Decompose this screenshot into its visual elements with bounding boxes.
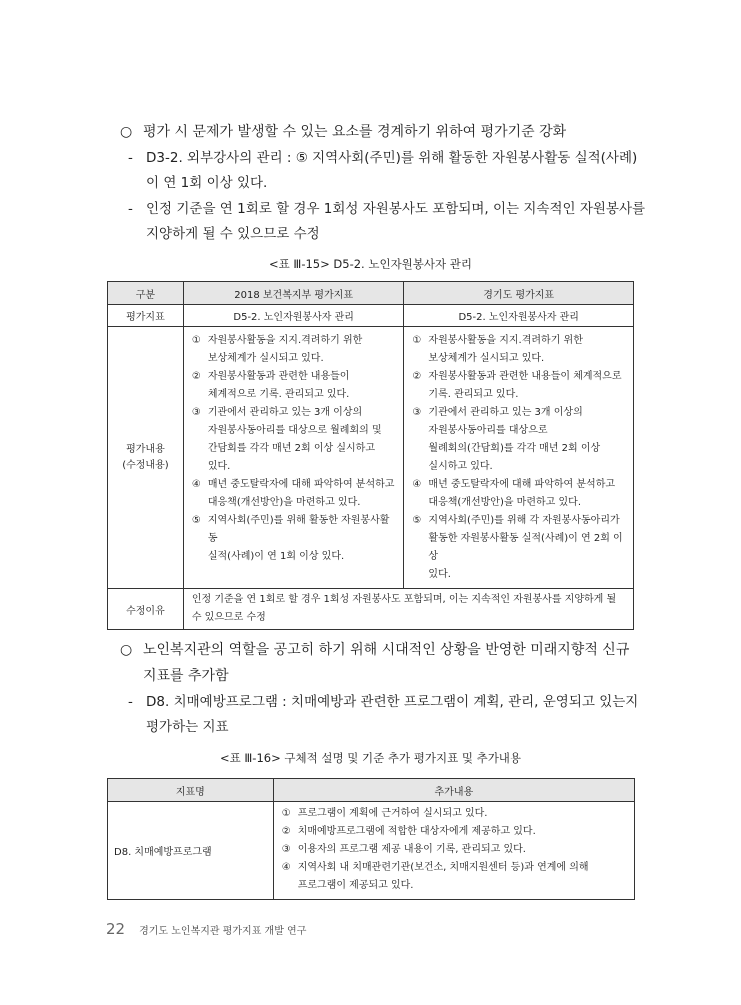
reason-line: 수 있으므로 수정 [191, 612, 266, 623]
item-line: 매년 중도탈락자에 대해 파악하여 분석하고 [207, 479, 395, 490]
item-number: ④ [281, 862, 291, 873]
indicator-cell: D5-2. 노인자원봉사자 관리 [183, 305, 404, 327]
dash-text-line: 이 연 1회 이상 있다. [146, 175, 268, 191]
list-item [412, 368, 627, 404]
item-number: ⑤ [191, 515, 201, 526]
page-footer [106, 920, 306, 938]
item-line: 보상체계가 실시되고 있다. [428, 353, 545, 364]
dash-text-line: 지양하게 될 수 있으므로 수정 [146, 226, 320, 242]
indicator-name-cell: D8. 치매예방프로그램 [108, 802, 274, 900]
item-line: 지역사회 내 치매관련기관(보건소, 치매지원센터 등)과 연계에 의해 [297, 862, 589, 873]
reason-line: 인정 기준을 연 1회로 할 경우 1회성 자원봉사도 포함되며, 이는 지속적인 자원봉사를 지양하게 될 [191, 594, 617, 605]
item-number: ④ [191, 479, 201, 490]
row-label: 수정이유 [108, 589, 184, 630]
added-indicator-table [107, 778, 635, 900]
list-item [192, 368, 398, 404]
row-label [108, 327, 184, 589]
dash-text-line: 인정 기준을 연 1회로 할 경우 1회성 자원봉사도 포함되며, 이는 지속적인 자원봉사를 [146, 201, 646, 217]
added-content-list [273, 802, 634, 900]
row-label-line: (수정내용) [122, 459, 169, 471]
bullet-marker: ○ [120, 642, 133, 658]
item-number: ① [412, 335, 422, 346]
item-line: 자원봉사동아리를 대상으로 [428, 425, 548, 436]
page-number: 22 [106, 920, 126, 938]
list-item [192, 476, 398, 512]
reason-cell [183, 589, 633, 630]
item-line: 자원봉사활동을 지지.격려하기 위한 [428, 335, 583, 346]
bullet-text: 평가 시 문제가 발생할 수 있는 요소를 경계하기 위하여 평가기준 강화 [143, 124, 567, 140]
dash-text-line: D8. 치매예방프로그램 : 치매예방과 관련한 프로그램이 계획, 관리, 운영되고 있는지 [146, 694, 639, 710]
dash-marker: - [128, 150, 133, 166]
item-line: 프로그램이 계획에 근거하여 실시되고 있다. [297, 808, 488, 819]
item-number: ② [191, 371, 201, 382]
item-line: 기록. 관리되고 있다. [428, 389, 519, 400]
item-line: 기관에서 관리하고 있는 3개 이상의 [428, 407, 583, 418]
criteria-list-2018 [183, 327, 404, 589]
list-item [412, 512, 627, 584]
item-line: 자원봉사동아리를 대상으로 월례회의 및 [207, 425, 382, 436]
dash-marker: - [128, 201, 133, 217]
bullet-text-line: 노인복지관의 역할을 공고히 하기 위해 시대적인 상황을 반영한 미래지향적 신규 [143, 642, 630, 658]
list-item [282, 841, 628, 859]
item-number: ④ [412, 479, 422, 490]
row-label: 평가지표 [108, 305, 184, 327]
item-number: ③ [191, 407, 201, 418]
item-line: 이용자의 프로그램 제공 내용이 기록, 관리되고 있다. [297, 844, 526, 855]
item-line: 지역사회(주민)를 위해 활동한 자원봉사활동 [207, 515, 390, 544]
list-item [412, 332, 627, 368]
list-item [412, 404, 627, 476]
item-number: ③ [412, 407, 422, 418]
item-line: 프로그램이 제공되고 있다. [297, 880, 414, 891]
item-number: ② [412, 371, 422, 382]
item-line: 월례회의(간담회)를 각각 매년 2회 이상 [428, 443, 601, 454]
item-line: 치매예방프로그램에 적합한 대상자에게 제공하고 있다. [297, 826, 536, 837]
item-line: 체계적으로 기록. 관리되고 있다. [207, 389, 350, 400]
item-line: 지역사회(주민)를 위해 각 자원봉사동아리가 [428, 515, 620, 526]
dash-text-line: 평가하는 지표 [146, 719, 229, 735]
list-item [282, 805, 628, 823]
list-item [192, 512, 398, 566]
item-line: 간담회를 각각 매년 2회 이상 실시하고 [207, 443, 375, 454]
list-item [282, 823, 628, 841]
dash-text-line: D3-2. 외부강사의 관리 : ⑤ 지역사회(주민)를 위해 활동한 자원봉사활동 실적(사례) [146, 150, 638, 166]
list-item [412, 476, 627, 512]
item-line: 보상체계가 실시되고 있다. [207, 353, 324, 364]
footer-title: 경기도 노인복지관 평가지표 개발 연구 [139, 926, 307, 937]
item-line: 있다. [207, 461, 231, 472]
item-line: 대응책(개선방안)을 마련하고 있다. [207, 497, 361, 508]
item-number: ② [281, 826, 291, 837]
bullet-marker: ○ [120, 124, 133, 140]
dash-marker: - [128, 694, 133, 710]
item-line: 자원봉사활동과 관련한 내용들이 체계적으로 [428, 371, 622, 382]
item-number: ⑤ [412, 515, 422, 526]
header-cell: 2018 보건복지부 평가지표 [183, 282, 404, 305]
bullet-text-line: 지표를 추가함 [143, 668, 229, 684]
indicator-cell: D5-2. 노인자원봉사자 관리 [404, 305, 634, 327]
item-line: 자원봉사활동과 관련한 내용들이 [207, 371, 350, 382]
list-item [192, 332, 398, 368]
header-cell: 구분 [108, 282, 184, 305]
criteria-list-gyeonggi [404, 327, 634, 589]
item-number: ① [191, 335, 201, 346]
list-item [282, 859, 628, 895]
item-line: 자원봉사활동을 지지.격려하기 위한 [207, 335, 363, 346]
item-line: 실시하고 있다. [428, 461, 493, 472]
header-cell: 경기도 평가지표 [404, 282, 634, 305]
item-line: 매년 중도탈락자에 대해 파악하여 분석하고 [428, 479, 616, 490]
item-line: 있다. [428, 569, 451, 580]
item-line: 활동한 자원봉사활동 실적(사례)이 연 2회 이상 [428, 533, 623, 562]
header-cell: 추가내용 [273, 779, 634, 802]
item-line: 대응책(개선방안)을 마련하고 있다. [428, 497, 582, 508]
header-cell: 지표명 [108, 779, 274, 802]
table-caption: <표 Ⅲ-15> D5-2. 노인자원봉사자 관리 [269, 257, 472, 271]
table-caption: <표 Ⅲ-16> 구체적 설명 및 기준 추가 평가지표 및 추가내용 [219, 751, 522, 765]
row-label-line: 평가내용 [126, 443, 165, 455]
item-number: ③ [281, 844, 291, 855]
list-item [192, 404, 398, 476]
item-line: 기관에서 관리하고 있는 3개 이상의 [207, 407, 363, 418]
item-number: ① [281, 808, 291, 819]
evaluation-table [107, 281, 634, 630]
item-line: 실적(사례)이 연 1회 이상 있다. [207, 551, 345, 562]
